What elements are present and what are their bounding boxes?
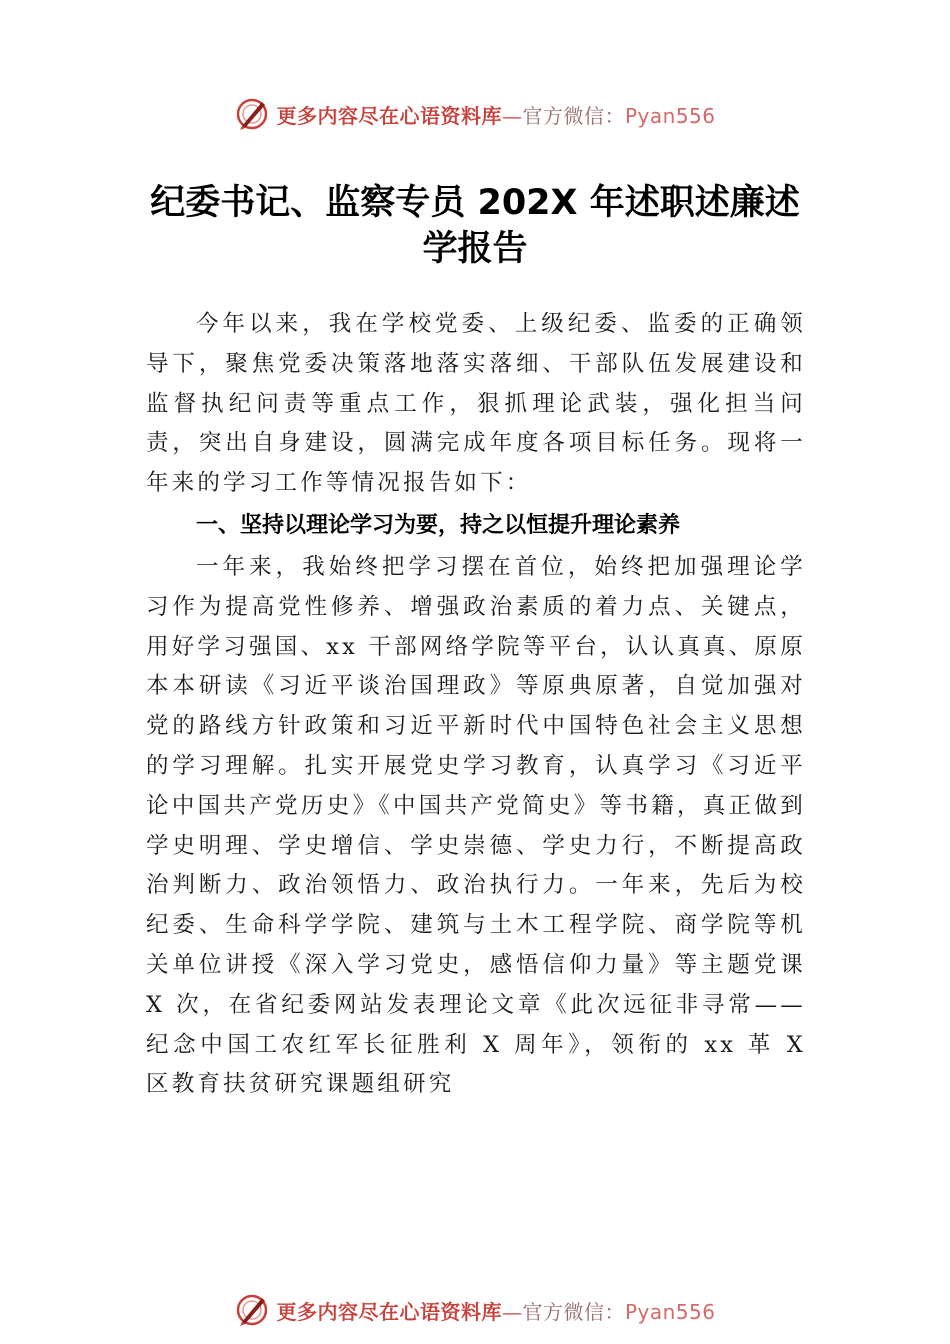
title-line-2: 学报告: [422, 229, 528, 269]
pen-logo-icon: [234, 1292, 270, 1328]
footer-watermark: [0, 1290, 950, 1330]
section-heading-1: 一、坚持以理论学习为要，持之以恒提升理论素养: [196, 512, 681, 538]
title-line-1: 纪委书记、监察专员 202X 年述职述廉述: [150, 183, 800, 223]
document-title: [120, 180, 830, 272]
header-watermark: [0, 94, 950, 134]
section-1-paragraph: 一年来，我始终把学习摆在首位，始终把加强理论学习作为提高党性修养、增强政治素质的着力点、关键点，用好学习强国、xx 干部网络学院等平台，认认真真、原原本本研读《习近平谈治国理政》等原典原著，自觉加强对党的路线方针政策和习近平新时代中国特色社会主义思想的学习理解。扎实开展党史学习教育，认真学习《习近平论中国共产党历史》《中国共产党简史》等书籍，真正做到学史明理、学史增信、学史崇德、学史力行，不断提高政治判断力、政治领悟力、政治执行力。一年来，先后为校纪委、生命科学学院、建筑与土木工程学院、商学院等机关单位讲授《深入学习党史，感悟信仰力量》等主题党课 X 次，在省纪委网站发表理论文章《此次远征非寻常——纪念中国工农红军长征胜利 X 周年》，领衔的 xx 革 X 区教育扶贫研究课题组研究: [146, 553, 806, 1098]
intro-paragraph: 今年以来，我在学校党委、上级纪委、监委的正确领导下，聚焦党委决策落地落实落细、干部队伍发展建设和监督执纪问责等重点工作，狠抓理论武装，强化担当问责，突出自身建设，圆满完成年度各项目标任务。现将一年来的学习工作等情况报告如下：: [146, 311, 806, 497]
pen-logo-icon: [234, 96, 270, 132]
watermark-text: 更多内容尽在心语资料库—官方微信：Pyan556: [276, 1299, 716, 1324]
document-body: [146, 305, 806, 1105]
watermark-text: 更多内容尽在心语资料库—官方微信：Pyan556: [276, 103, 716, 128]
